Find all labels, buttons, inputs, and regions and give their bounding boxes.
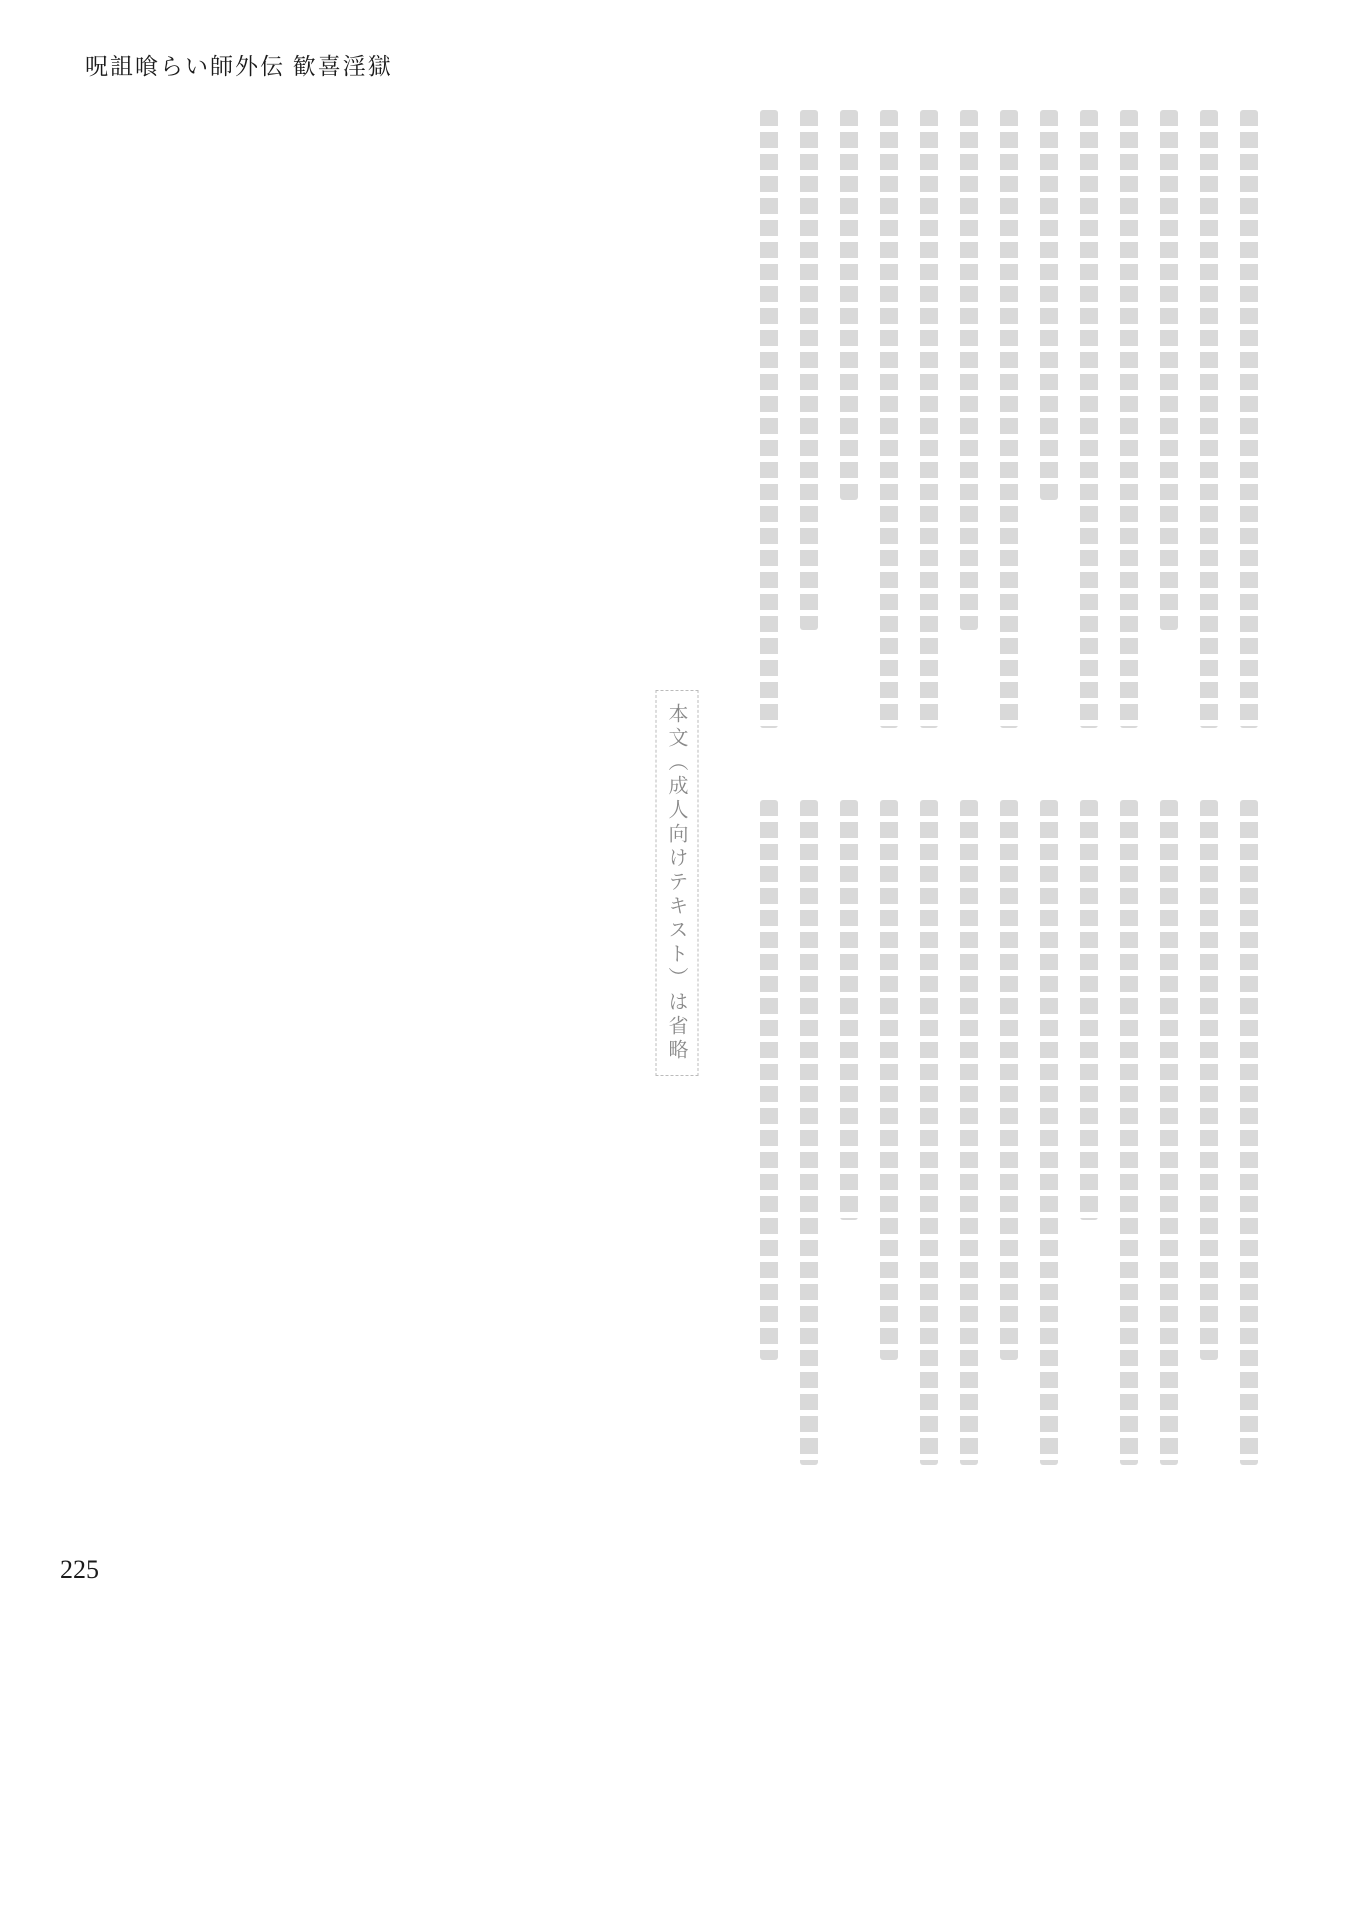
redacted-text-column [880,110,898,728]
redacted-text-column [1080,110,1098,728]
redacted-text-column [920,110,938,728]
redacted-text-column [800,110,818,630]
redacted-text-column [960,110,978,630]
redaction-note: 本文（成人向けテキスト）は省略 [655,690,698,1076]
body-text-block-top [760,110,1258,760]
redacted-text-column [800,800,818,1465]
redacted-text-column [1200,800,1218,1360]
redacted-text-column [1000,110,1018,728]
redacted-text-column [1120,110,1138,728]
redacted-text-column [1040,110,1058,500]
redacted-text-column [760,110,778,728]
redacted-text-column [1120,800,1138,1465]
redacted-text-column [1200,110,1218,728]
body-text-block-bottom [760,800,1258,1500]
redacted-text-column [880,800,898,1360]
redacted-text-column [1160,110,1178,630]
redacted-text-column [1240,800,1258,1465]
redacted-text-column [920,800,938,1465]
page-number: 225 [60,1555,99,1584]
redacted-text-column [1040,800,1058,1465]
running-header-title: 呪詛喰らい師外伝 歓喜淫獄 [85,54,393,79]
redacted-text-column [760,800,778,1360]
redacted-text-column [840,110,858,500]
redacted-text-column [1240,110,1258,728]
redacted-text-column [1160,800,1178,1465]
redacted-text-column [960,800,978,1465]
redacted-text-column [1000,800,1018,1360]
redacted-text-column [1080,800,1098,1220]
redacted-text-column [840,800,858,1220]
